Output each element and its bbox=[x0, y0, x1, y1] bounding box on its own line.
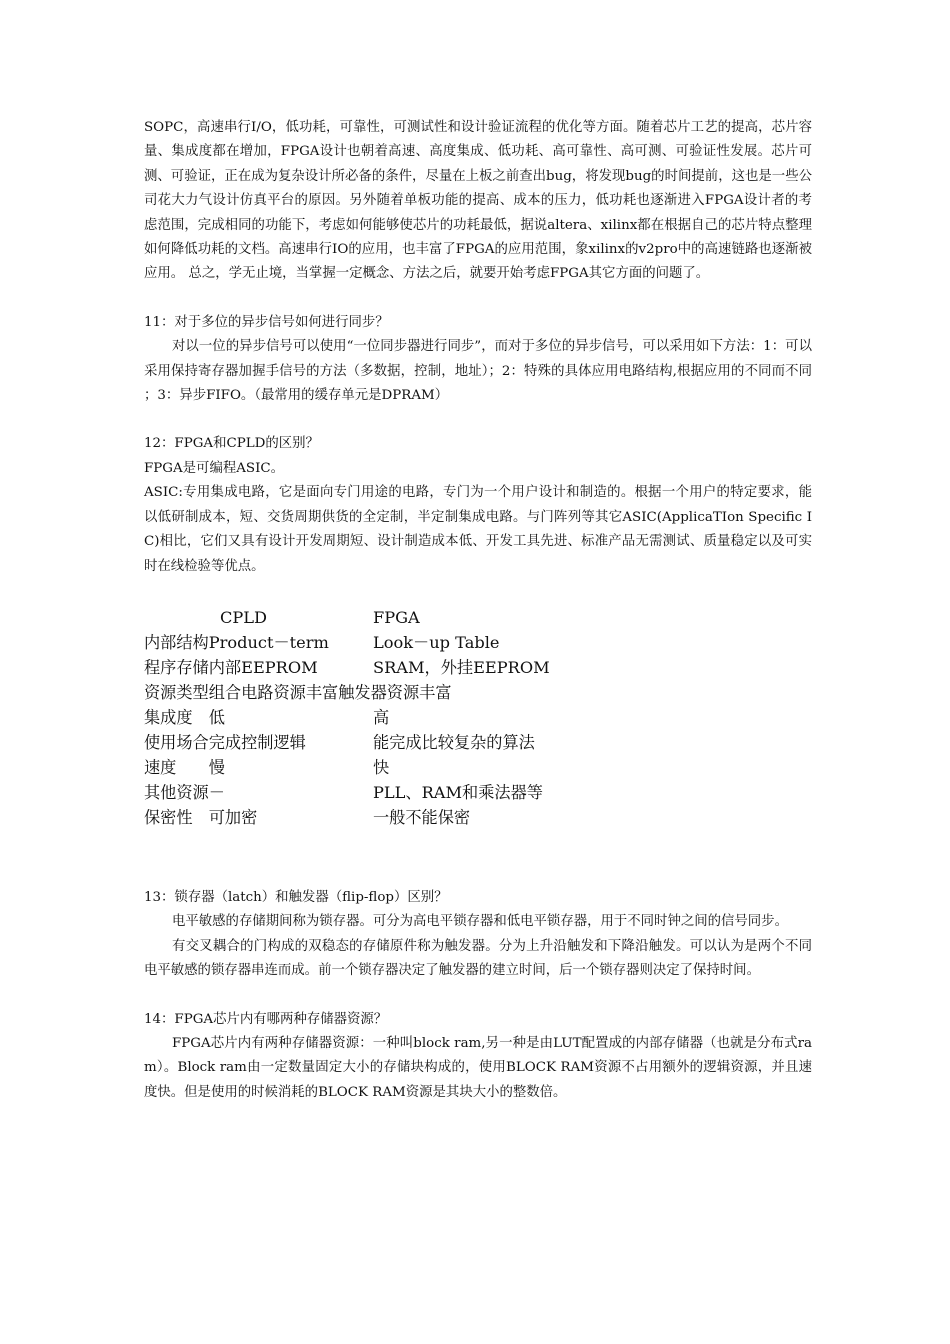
q11-heading: 11：对于多位的异步信号如何进行同步？ bbox=[144, 314, 389, 330]
comparison-cell-cpld: 集成度 低 bbox=[144, 707, 225, 727]
q13-heading: 13：锁存器（latch）和触发器（flip-flop）区别？ bbox=[144, 889, 448, 905]
q11-answer: 对以一位的异步信号可以使用“一位同步器进行同步”，而对于多位的异步信号，可以采用如下方法：1：可以采用保持寄存器加握手信号的方法（多数据，控制，地址）；2：特殊的具体应用电路结构,根据应用的不同而不同 ；3：异步FIFO。（最常用的缓存单元是DPRAM） bbox=[144, 339, 812, 404]
cpld-fpga-comparison bbox=[144, 605, 812, 830]
comparison-cell-fpga: Look－up Table bbox=[373, 632, 500, 652]
q13-paragraph-2: 有交叉耦合的门构成的双稳态的存储原件称为触发器。分为上升沿触发和下降沿触发。可以认为是两个不同电平敏感的锁存器串连而成。前一个锁存器决定了触发器的建立时间，后一个锁存器则决定了保持时间。 bbox=[144, 938, 812, 979]
comparison-cell-cpld: 使用场合完成控制逻辑 bbox=[144, 732, 306, 752]
q14-paragraph-1: FPGA芯片内有两种存储器资源：一种叫block ram,另一种是由LUT配置成的内部存储器（也就是分布式ram）。Block ram由一定数量固定大小的存储块构成的，使用BLOCK RAM资源不占用额外的逻辑资源，并且速度快。但是使用的时候消耗的BLOCK RAM资源是其块大小的整数倍。 bbox=[144, 1035, 812, 1100]
comparison-cell-cpld: 速度 慢 bbox=[144, 757, 225, 777]
comparison-cell-cpld: 内部结构Product－term bbox=[144, 632, 329, 652]
comparison-cell-cpld: 其他资源－ bbox=[144, 782, 225, 802]
q14-heading: 14：FPGA芯片内有哪两种存储器资源？ bbox=[144, 1011, 388, 1027]
comparison-cell-cpld: 保密性 可加密 bbox=[144, 807, 258, 827]
q13-paragraph-1: 电平敏感的存储期间称为锁存器。可分为高电平锁存器和低电平锁存器，用于不同时钟之间的信号同步。 bbox=[172, 914, 788, 930]
q12-line-1: FPGA是可编程ASIC。 bbox=[144, 460, 284, 476]
comparison-header-fpga: FPGA bbox=[373, 607, 420, 627]
comparison-cell-fpga: 快 bbox=[373, 757, 390, 777]
comparison-row bbox=[144, 705, 812, 730]
comparison-row bbox=[144, 780, 812, 805]
comparison-row bbox=[144, 805, 812, 830]
comparison-cell-cpld: 程序存储内部EEPROM bbox=[144, 657, 318, 677]
comparison-row bbox=[144, 655, 812, 680]
comparison-header bbox=[144, 605, 812, 630]
q12-heading: 12：FPGA和CPLD的区别？ bbox=[144, 436, 319, 452]
intro-paragraph: SOPC，高速串行I/O，低功耗，可靠性，可测试性和设计验证流程的优化等方面。随着芯片工艺的提高，芯片容量、集成度都在增加，FPGA设计也朝着高速、高度集成、低功耗、高可靠性、高可测、可验证性发展。芯片可测、可验证，正在成为复杂设计所必备的条件，尽量在上板之前查出bug，将发现bug的时间提前，这也是一些公司花大力气设计仿真平台的原因。另外随着单板功能的提高、成本的压力，低功耗也逐渐进入FPGA设计者的考虑范围，完成相同的功能下，考虑如何能够使芯片的功耗最低，据说altera、xilinx都在根据自己的芯片特点整理如何降低功耗的文档。高速串行IO的应用，也丰富了FPGA的应用范围，象xilinx的v2pro中的高速链路也逐渐被应用。 总之，学无止境，当掌握一定概念、方法之后，就要开始考虑FPGA其它方面的问题了。 bbox=[144, 120, 812, 282]
comparison-row bbox=[144, 755, 812, 780]
comparison-cell-full: 资源类型组合电路资源丰富触发器资源丰富 bbox=[144, 682, 452, 702]
comparison-row bbox=[144, 730, 812, 755]
comparison-cell-fpga: 能完成比较复杂的算法 bbox=[373, 732, 535, 752]
comparison-cell-fpga: SRAM，外挂EEPROM bbox=[373, 657, 550, 677]
comparison-cell-fpga: PLL、RAM和乘法器等 bbox=[373, 782, 543, 802]
document-page bbox=[144, 116, 812, 1105]
comparison-cell-fpga: 一般不能保密 bbox=[373, 807, 471, 827]
q12-line-2: ASIC:专用集成电路，它是面向专门用途的电路，专门为一个用户设计和制造的。根据一个用户的特定要求，能以低研制成本，短、交货周期供货的全定制，半定制集成电路。与门阵列等其它ASIC(ApplicaTIon Specific IC)相比，它们又具有设计开发周期短、设计制造成本低、开发工具先进、标准产品无需测试、质量稳定以及可实时在线检验等优点。 bbox=[144, 485, 812, 574]
comparison-row bbox=[144, 680, 812, 705]
comparison-header-cpld: CPLD bbox=[220, 607, 268, 627]
comparison-cell-fpga: 高 bbox=[373, 707, 390, 727]
comparison-row bbox=[144, 630, 812, 655]
